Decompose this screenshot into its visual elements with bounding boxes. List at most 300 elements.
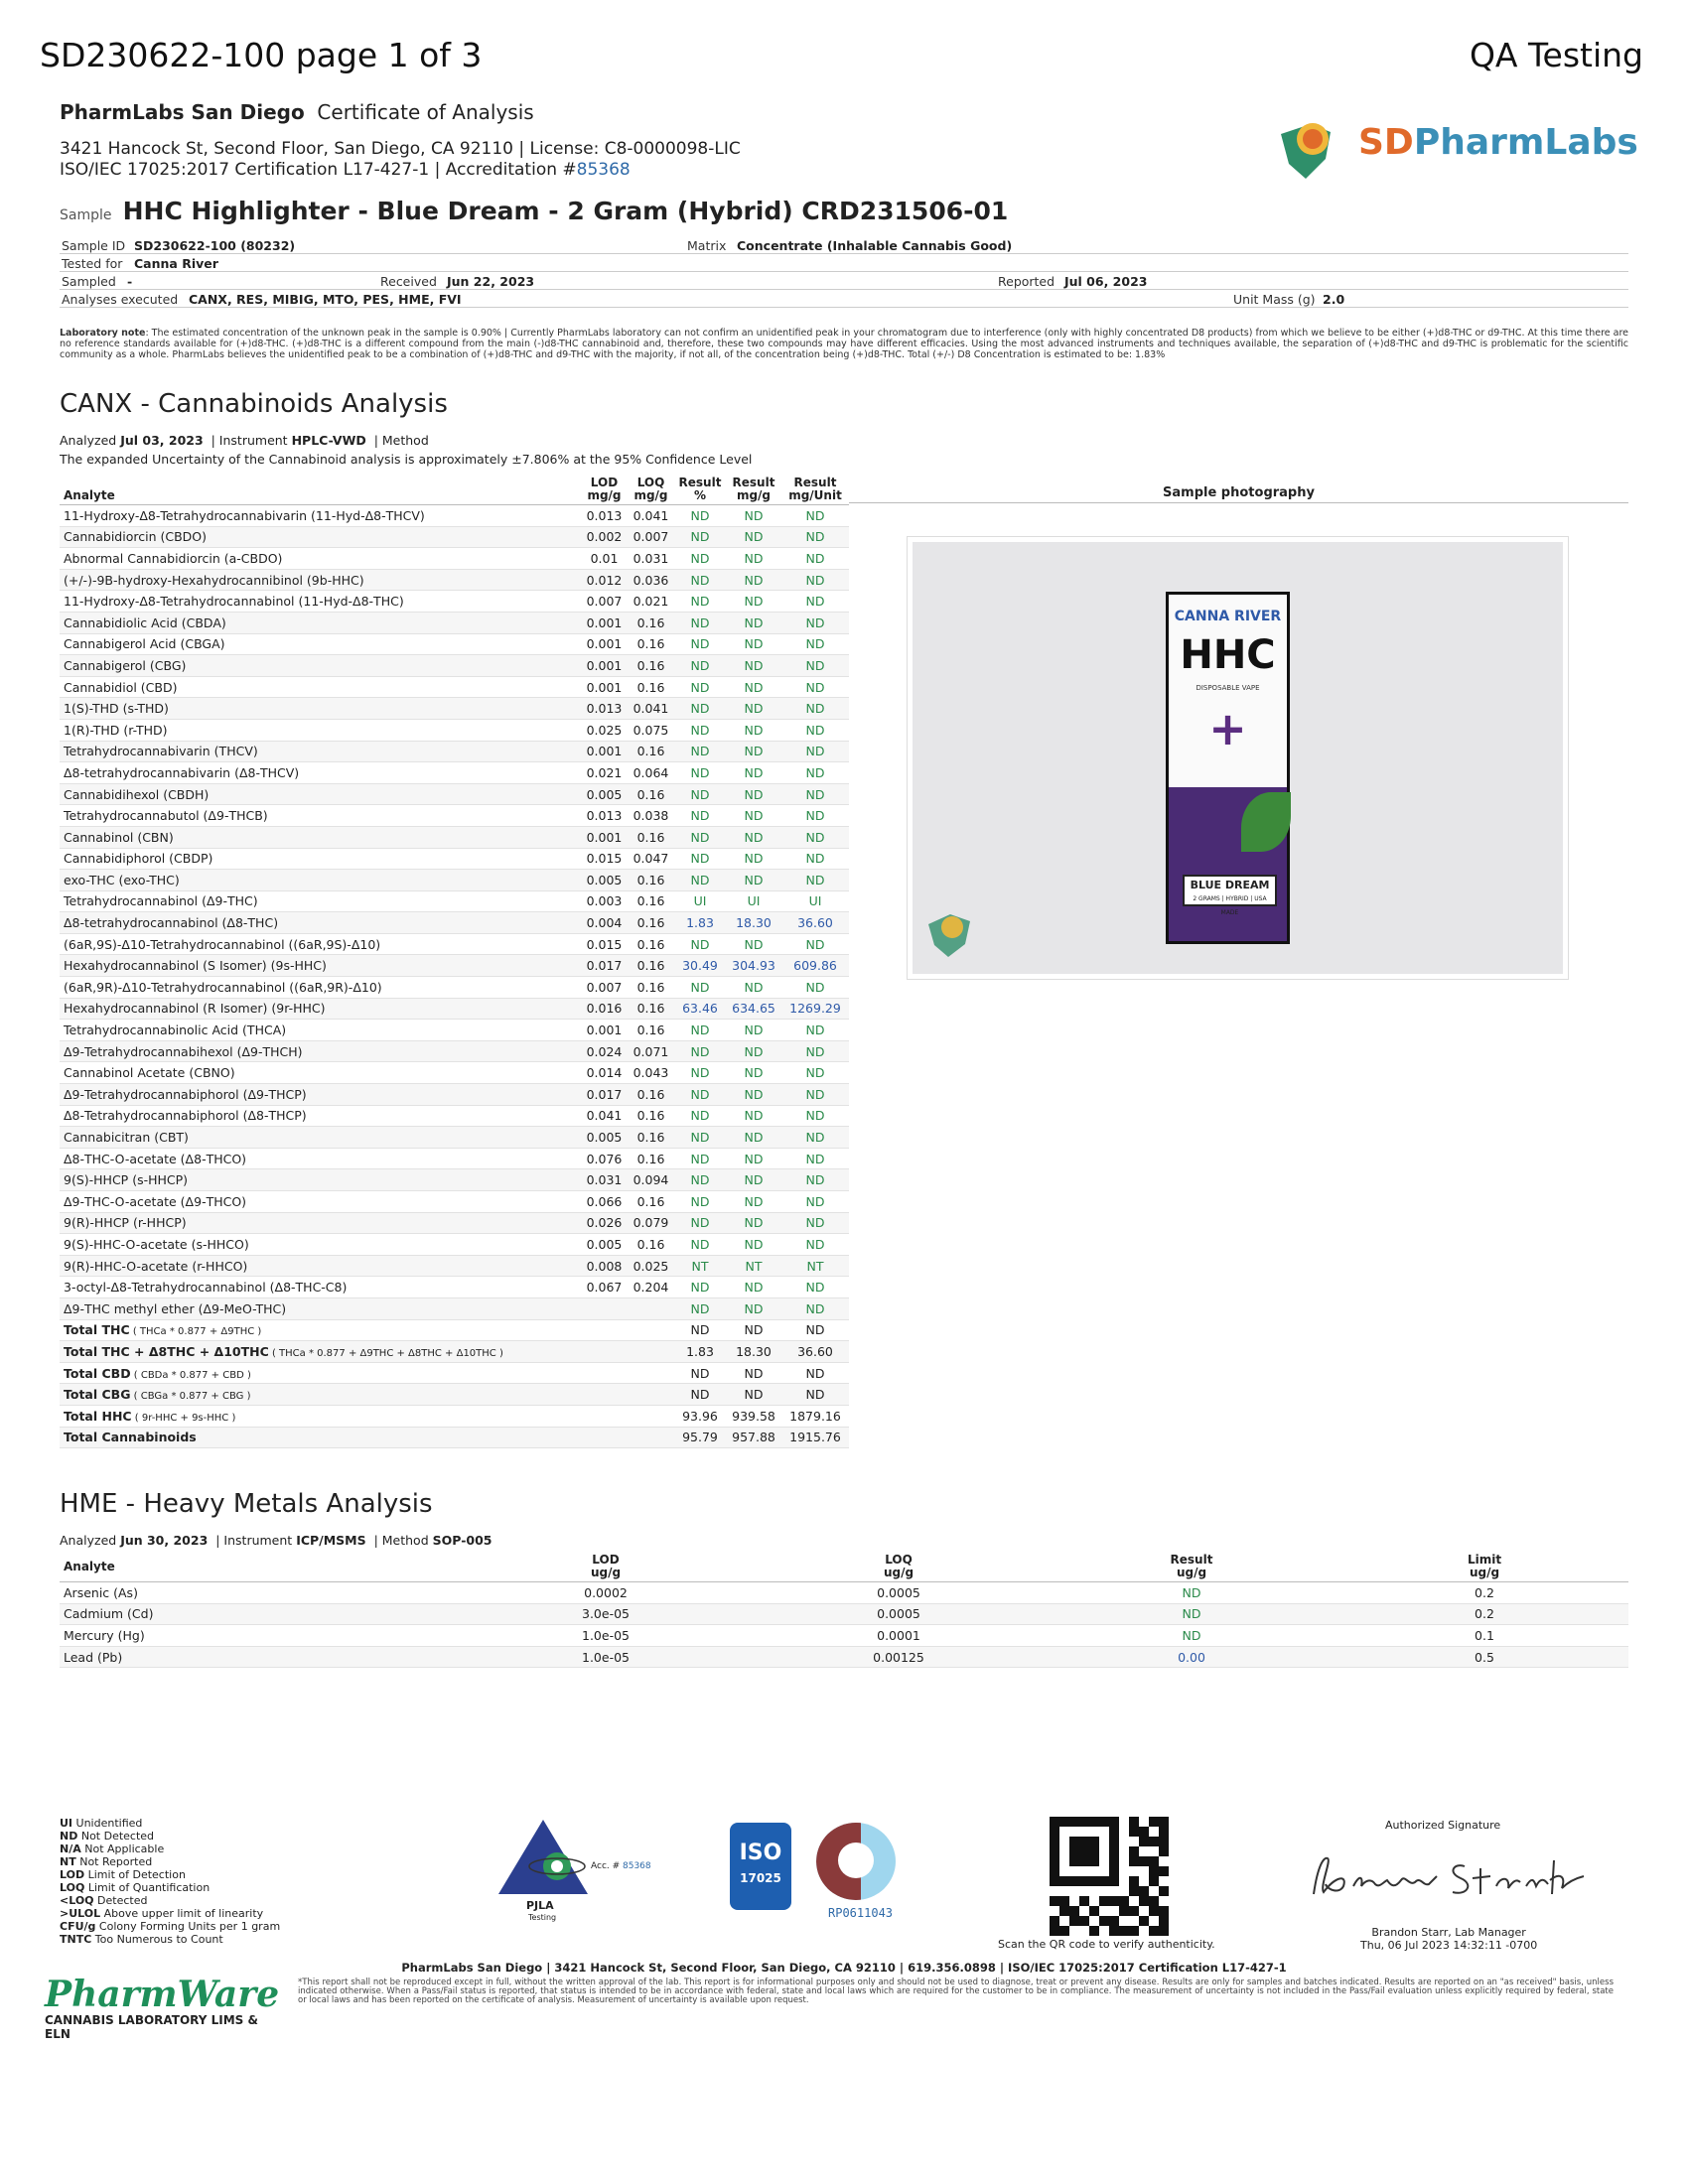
- cell-lod: 0.015: [581, 848, 628, 870]
- cell-loq: 0.16: [628, 1020, 674, 1041]
- cell-analyte: Cannabigerol Acid (CBGA): [60, 633, 581, 655]
- table-row: [60, 1169, 849, 1191]
- cell-result-mgg: ND: [726, 826, 781, 848]
- cell-lod: 0.001: [581, 1020, 628, 1041]
- cell-result-mgg: ND: [726, 569, 781, 591]
- cell-result-mgg: ND: [726, 1084, 781, 1106]
- pharmware-name: PharmWare: [45, 1974, 280, 2015]
- cell-total-value: ND: [674, 1319, 726, 1341]
- cell-result-mgunit: ND: [781, 783, 849, 805]
- table-row: [60, 955, 849, 977]
- table-row: [60, 719, 849, 741]
- cell-result-mgg: ND: [726, 633, 781, 655]
- col-result-mgg: Result mg/g: [726, 475, 781, 505]
- legend-item: ND Not Detected: [60, 1830, 155, 1843]
- cell-lod: 1.0e-05: [457, 1625, 755, 1647]
- cell-loq: 0.043: [628, 1062, 674, 1084]
- table-row: [60, 870, 849, 891]
- col-result-mgunit: Result mg/Unit: [781, 475, 849, 505]
- cell-result-pct: ND: [674, 826, 726, 848]
- cell-analyte: Cannabidiorcin (CBDO): [60, 526, 581, 548]
- cannabinoids-table: [60, 475, 849, 1448]
- legend-item: N/A Not Applicable: [60, 1843, 165, 1855]
- table-row: [60, 569, 849, 591]
- accreditation-link[interactable]: 85368: [576, 160, 631, 180]
- table-row: [60, 526, 849, 548]
- cell-loq: 0.007: [628, 526, 674, 548]
- cell-analyte: Cannabinol Acetate (CBNO): [60, 1062, 581, 1084]
- heavy-metals-table: [60, 1552, 1628, 1668]
- cell-analyte: Mercury (Hg): [60, 1625, 457, 1647]
- cell-result-mgunit: 1269.29: [781, 998, 849, 1020]
- analyses-executed: CANX, RES, MIBIG, MTO, PES, HME, FVI: [189, 292, 462, 307]
- sample-id: SD230622-100 (80232): [134, 238, 296, 253]
- cell-total-value: ND: [781, 1362, 849, 1384]
- cell-result-mgg: ND: [726, 1234, 781, 1256]
- cell-total-value: 1.83: [674, 1341, 726, 1363]
- cell-result-mgunit: ND: [781, 505, 849, 527]
- signature-image: [1306, 1846, 1594, 1906]
- cell-result-pct: ND: [674, 1105, 726, 1127]
- cell-lod: 0.076: [581, 1148, 628, 1169]
- table-row: [60, 676, 849, 698]
- cell-loq: 0.16: [628, 826, 674, 848]
- cell-analyte: Abnormal Cannabidiorcin (a-CBDO): [60, 548, 581, 570]
- cell-analyte: Cannabinol (CBN): [60, 826, 581, 848]
- cell-loq: 0.204: [628, 1277, 674, 1298]
- sd-pharmlabs-logo: [1271, 104, 1638, 184]
- cell-total-value: 36.60: [781, 1341, 849, 1363]
- cell-loq: 0.031: [628, 548, 674, 570]
- cell-loq: 0.16: [628, 1127, 674, 1149]
- laboratory-note: Laboratory note: The estimated concentration of the unknown peak in the sample is 0.90% | Currently PharmLabs laboratory can not confirm an unidentified peak in your chromatogram due to interference (only with highly concentrated D8 products) from which we believe to be either (+)d8-THC or d9-THC. At this time there are no reference standards available for (+)d8-THC. (+)d8-THC is a different compound from the main (-)d8-THC cannabinoid and, therefore, these two compounds may have different efficacies. Using the most advanced instruments and techniques available, the separation of (+)d8-THC and d9-THC is problematic for the scientific community as a whole. PharmLabs believes the unidentified peak to be a combination of (+)d8-THC and d9-THC with the majority, if not all, of the concentration being (+)d8-THC. Total (+/-) D8 Concentration is estimated to be: 1.83%: [60, 328, 1629, 360]
- cell-analyte: 3-octyl-Δ8-Tetrahydrocannabinol (Δ8-THC-C8): [60, 1277, 581, 1298]
- table-row: [60, 1105, 849, 1127]
- cell-lod: 0.003: [581, 890, 628, 912]
- cell-result-mgunit: ND: [781, 1062, 849, 1084]
- table-row: [60, 1603, 1628, 1625]
- cell-result-mgg: ND: [726, 1297, 781, 1319]
- cell-loq: 0.021: [628, 591, 674, 613]
- table-row: [60, 548, 849, 570]
- table-row: [60, 1255, 849, 1277]
- cell-result-pct: ND: [674, 612, 726, 633]
- col-result-pct: Result %: [674, 475, 726, 505]
- cell-lod: 0.005: [581, 1127, 628, 1149]
- dea-registration: RP0611043: [828, 1906, 894, 1920]
- cell-analyte: Hexahydrocannabinol (S Isomer) (9s-HHC): [60, 955, 581, 977]
- qr-code[interactable]: [1050, 1817, 1169, 1936]
- cell-lod: 0.031: [581, 1169, 628, 1191]
- col-lod: LOD mg/g: [581, 475, 628, 505]
- cell-analyte: 11-Hydroxy-Δ8-Tetrahydrocannabivarin (11-Hyd-Δ8-THCV): [60, 505, 581, 527]
- cell-result-mgg: ND: [726, 612, 781, 633]
- cell-lod: 0.017: [581, 1084, 628, 1106]
- cell-loq: 0.16: [628, 612, 674, 633]
- cell-loq: 0.16: [628, 633, 674, 655]
- table-row: [60, 933, 849, 955]
- cell-loq: 0.16: [628, 1105, 674, 1127]
- meta-row: Tested for Canna River: [60, 254, 1628, 272]
- cell-result-pct: ND: [674, 741, 726, 762]
- cell-result-mgunit: ND: [781, 569, 849, 591]
- sample-photo: [907, 536, 1569, 980]
- table-row: [60, 1084, 849, 1106]
- lab-address-block: [60, 139, 741, 181]
- flavor-label: BLUE DREAM 2 GRAMS | HYBRID | USA MADE: [1183, 875, 1277, 906]
- cell-analyte: Δ9-Tetrahydrocannabihexol (Δ9-THCH): [60, 1040, 581, 1062]
- cell-lod: 0.041: [581, 1105, 628, 1127]
- cell-loq: 0.0001: [755, 1625, 1043, 1647]
- cell-lod: 0.021: [581, 762, 628, 784]
- cell-lod: 0.001: [581, 676, 628, 698]
- cell-result-mgunit: ND: [781, 1105, 849, 1127]
- cell-limit: 0.2: [1340, 1603, 1628, 1625]
- cell-result-mgg: ND: [726, 505, 781, 527]
- footer-disclaimer: *This report shall not be reproduced except in full, without the written approval of the lab. This report is for informational purposes only and should not be used to diagnose, treat or prevent any disease. Results are only for samples and batches indicated. Results are reported on an "as received" basis, unless indicated otherwise. When a Pass/Fail status is reported, that status is intended to be in accordance with federal, state and local laws which are required for the customer to be in compliance. The measurement of uncertainty is not included in the Pass/Fail evaluation unless explicitly required by federal, state or local laws and has been reported on the certificate of analysis. Measurement of uncertainty is available upon request.: [298, 1978, 1614, 2005]
- cell-total-label: Total THC + Δ8THC + Δ10THC ( THCa * 0.877 + Δ9THC + Δ8THC + Δ10THC ): [60, 1341, 581, 1363]
- cell-lod: 0.001: [581, 612, 628, 633]
- cell-result: ND: [1043, 1582, 1340, 1604]
- cell-result-mgg: ND: [726, 655, 781, 677]
- cell-total-value: ND: [674, 1362, 726, 1384]
- legend-item: <LOQ Detected: [60, 1894, 148, 1907]
- table-row: [60, 741, 849, 762]
- cell-loq: 0.071: [628, 1040, 674, 1062]
- meta-row: Sampled - Received Jun 22, 2023 Reported Jul 06, 2023: [60, 272, 1628, 290]
- cell-total-label: Total THC ( THCa * 0.877 + Δ9THC ): [60, 1319, 581, 1341]
- cell-result-mgg: ND: [726, 783, 781, 805]
- cell-total-value: 93.96: [674, 1405, 726, 1427]
- table-row: [60, 912, 849, 934]
- cell-analyte: Hexahydrocannabinol (R Isomer) (9r-HHC): [60, 998, 581, 1020]
- cell-lod: 0.013: [581, 805, 628, 827]
- cell-analyte: Cannabigerol (CBG): [60, 655, 581, 677]
- cell-analyte: (+/-)-9B-hydroxy-Hexahydrocannibinol (9b-HHC): [60, 569, 581, 591]
- cell-result-mgunit: ND: [781, 719, 849, 741]
- document-id: SD230622-100 page 1 of 3: [40, 36, 483, 74]
- table-row: [60, 1040, 849, 1062]
- pjla-name: PJLA: [526, 1899, 554, 1912]
- package-subtitle: DISPOSABLE VAPE: [1196, 684, 1260, 692]
- cell-result-pct: ND: [674, 1212, 726, 1234]
- cell-loq: [628, 1297, 674, 1319]
- cell-lod: 0.014: [581, 1062, 628, 1084]
- table-row: [60, 1020, 849, 1041]
- cell-lod: 0.008: [581, 1255, 628, 1277]
- cell-result-mgunit: ND: [781, 1020, 849, 1041]
- legend-item: TNTC Too Numerous to Count: [60, 1933, 223, 1946]
- cell-analyte: Δ8-Tetrahydrocannabiphorol (Δ8-THCP): [60, 1105, 581, 1127]
- cell-result-mgg: ND: [726, 719, 781, 741]
- cell-lod: 0.005: [581, 1234, 628, 1256]
- pharmlabs-watermark-icon: [920, 899, 990, 959]
- cell-result-pct: ND: [674, 1169, 726, 1191]
- cell-lod: 0.001: [581, 826, 628, 848]
- col-result: Result ug/g: [1043, 1552, 1340, 1582]
- table-row: [60, 612, 849, 633]
- cell-result-mgg: ND: [726, 1148, 781, 1169]
- signer-info: Brandon Starr, Lab Manager Thu, 06 Jul 2023 14:32:11 -0700: [1360, 1926, 1538, 1952]
- meta-row: Analyses executed CANX, RES, MIBIG, MTO, PES, HME, FVI Unit Mass (g) 2.0: [60, 290, 1628, 308]
- cell-loq: 0.16: [628, 741, 674, 762]
- footer-address: PharmLabs San Diego | 3421 Hancock St, Second Floor, San Diego, CA 92110 | 619.356.0898 | ISO/IEC 17025:2017 Certification L17-427-1: [401, 1961, 1287, 1975]
- cell-loq: 0.16: [628, 998, 674, 1020]
- cell-result-mgg: ND: [726, 1191, 781, 1213]
- cell-loq: 0.16: [628, 783, 674, 805]
- cell-result-mgg: ND: [726, 870, 781, 891]
- pjla-acc-number: 85368: [623, 1861, 651, 1871]
- table-row: [60, 998, 849, 1020]
- cell-lod: 0.017: [581, 955, 628, 977]
- cell-total-value: ND: [726, 1384, 781, 1406]
- cell-loq: 0.064: [628, 762, 674, 784]
- table-header: [60, 475, 849, 505]
- cell-result-pct: ND: [674, 1084, 726, 1106]
- reported-date: Jul 06, 2023: [1064, 274, 1148, 289]
- cell-analyte: Cadmium (Cd): [60, 1603, 457, 1625]
- received-date: Jun 22, 2023: [447, 274, 535, 289]
- cell-loq: 0.16: [628, 676, 674, 698]
- handwritten-signature: [1306, 1846, 1594, 1916]
- cell-lod: 0.001: [581, 741, 628, 762]
- total-row: [60, 1341, 849, 1363]
- cell-lod: 0.013: [581, 505, 628, 527]
- cell-result-mgunit: ND: [781, 933, 849, 955]
- table-row: [60, 655, 849, 677]
- cell-result-mgunit: ND: [781, 1148, 849, 1169]
- cell-result-mgg: ND: [726, 933, 781, 955]
- cell-result-mgunit: UI: [781, 890, 849, 912]
- cell-result: ND: [1043, 1603, 1340, 1625]
- table-row: [60, 762, 849, 784]
- cell-result-pct: ND: [674, 1127, 726, 1149]
- cell-total-value: ND: [781, 1319, 849, 1341]
- cell-analyte: Tetrahydrocannabutol (Δ9-THCB): [60, 805, 581, 827]
- col-loq: LOQ ug/g: [755, 1552, 1043, 1582]
- cell-result-pct: ND: [674, 548, 726, 570]
- hme-analysis-info: Analyzed Jun 30, 2023 | Instrument ICP/MSMS | Method SOP-005: [60, 1533, 492, 1548]
- col-analyte: Analyte: [60, 1552, 457, 1582]
- pharmlabs-seal-icon: [1271, 104, 1360, 184]
- cell-result-mgunit: ND: [781, 1169, 849, 1191]
- cell-analyte: 9(S)-HHC-O-acetate (s-HHCO): [60, 1234, 581, 1256]
- cell-result-mgg: ND: [726, 1040, 781, 1062]
- table-row: [60, 1625, 1628, 1647]
- cell-result-mgunit: ND: [781, 526, 849, 548]
- cell-result-pct: 1.83: [674, 912, 726, 934]
- sample-label: Sample: [60, 207, 112, 223]
- cell-lod: 1.0e-05: [457, 1646, 755, 1668]
- cell-loq: 0.16: [628, 655, 674, 677]
- cell-result-mgunit: ND: [781, 548, 849, 570]
- cell-analyte: (6aR,9S)-Δ10-Tetrahydrocannabinol ((6aR,9S)-Δ10): [60, 933, 581, 955]
- total-row: [60, 1427, 849, 1448]
- cell-loq: 0.16: [628, 1191, 674, 1213]
- legend-item: UI Unidentified: [60, 1817, 143, 1830]
- lab-address: 3421 Hancock St, Second Floor, San Diego, CA 92110 | License: C8-0000098-LIC: [60, 139, 741, 159]
- cell-result-pct: ND: [674, 1191, 726, 1213]
- total-row: [60, 1319, 849, 1341]
- cell-result-mgunit: ND: [781, 1127, 849, 1149]
- cell-loq: 0.16: [628, 977, 674, 999]
- col-lod: LOD ug/g: [457, 1552, 755, 1582]
- cell-result-pct: 30.49: [674, 955, 726, 977]
- sample-name: HHC Highlighter - Blue Dream - 2 Gram (Hybrid) CRD231506-01: [122, 197, 1009, 225]
- cell-result-pct: ND: [674, 783, 726, 805]
- cell-total-label: Total CBG ( CBGa * 0.877 + CBG ): [60, 1384, 581, 1406]
- cell-result-pct: ND: [674, 933, 726, 955]
- cell-total-value: ND: [781, 1384, 849, 1406]
- cell-result-mgg: 304.93: [726, 955, 781, 977]
- cell-lod: 0.016: [581, 998, 628, 1020]
- cell-result-mgg: ND: [726, 805, 781, 827]
- cell-result-pct: ND: [674, 848, 726, 870]
- cell-result-pct: ND: [674, 655, 726, 677]
- cell-loq: 0.16: [628, 1148, 674, 1169]
- cell-result-mgunit: ND: [781, 612, 849, 633]
- table-row: [60, 591, 849, 613]
- cell-result-mgg: ND: [726, 1127, 781, 1149]
- cell-lod: 0.015: [581, 933, 628, 955]
- legend-item: NT Not Reported: [60, 1855, 153, 1868]
- cell-result-mgunit: ND: [781, 848, 849, 870]
- cell-result-mgg: ND: [726, 1020, 781, 1041]
- cell-result-mgg: ND: [726, 591, 781, 613]
- cell-lod: 3.0e-05: [457, 1603, 755, 1625]
- cell-result-mgunit: ND: [781, 1191, 849, 1213]
- meta-row: Sample ID SD230622-100 (80232) Matrix Concentrate (Inhalable Cannabis Good): [60, 236, 1628, 254]
- cell-result-mgg: ND: [726, 676, 781, 698]
- cell-loq: 0.16: [628, 912, 674, 934]
- cell-result-mgunit: ND: [781, 826, 849, 848]
- cell-lod: 0.024: [581, 1040, 628, 1062]
- cell-loq: 0.16: [628, 955, 674, 977]
- table-row: [60, 1646, 1628, 1668]
- cell-lod: 0.005: [581, 870, 628, 891]
- cell-total-value: ND: [726, 1362, 781, 1384]
- cell-lod: 0.004: [581, 912, 628, 934]
- qa-testing-label: QA Testing: [1469, 36, 1643, 74]
- canx-uncertainty: The expanded Uncertainty of the Cannabinoid analysis is approximately ±7.806% at the 95% Confidence Level: [60, 452, 753, 467]
- cell-analyte: Lead (Pb): [60, 1646, 457, 1668]
- table-row: [60, 1191, 849, 1213]
- table-row: [60, 1234, 849, 1256]
- product-package: [1166, 592, 1290, 944]
- cell-result-mgunit: ND: [781, 762, 849, 784]
- cell-result-mgg: ND: [726, 526, 781, 548]
- cell-total-value: ND: [726, 1319, 781, 1341]
- package-brand: CANNA RIVER: [1174, 609, 1282, 624]
- cell-result-mgunit: ND: [781, 676, 849, 698]
- cell-lod: 0.007: [581, 977, 628, 999]
- cell-limit: 0.2: [1340, 1582, 1628, 1604]
- total-row: [60, 1405, 849, 1427]
- pharmware-logo: [45, 1974, 280, 2043]
- cell-result-pct: ND: [674, 1234, 726, 1256]
- cell-result-mgunit: 36.60: [781, 912, 849, 934]
- cell-result-pct: ND: [674, 762, 726, 784]
- matrix: Concentrate (Inhalable Cannabis Good): [737, 238, 1013, 253]
- legend-item: CFU/g Colony Forming Units per 1 gram: [60, 1920, 281, 1933]
- canx-section-title: CANX - Cannabinoids Analysis: [60, 389, 448, 419]
- cell-loq: 0.16: [628, 1084, 674, 1106]
- cell-result-mgunit: ND: [781, 1212, 849, 1234]
- cell-total-value: 18.30: [726, 1341, 781, 1363]
- cell-lod: 0.0002: [457, 1582, 755, 1604]
- cell-result-mgg: ND: [726, 1212, 781, 1234]
- cell-total-value: 957.88: [726, 1427, 781, 1448]
- cell-result-mgunit: ND: [781, 698, 849, 720]
- table-row: [60, 890, 849, 912]
- cell-analyte: exo-THC (exo-THC): [60, 870, 581, 891]
- cell-total-value: ND: [674, 1384, 726, 1406]
- cell-result-pct: ND: [674, 633, 726, 655]
- cell-result-pct: ND: [674, 569, 726, 591]
- lab-certification: ISO/IEC 17025:2017 Certification L17-427-1 | Accreditation #85368: [60, 160, 631, 180]
- cell-loq: 0.041: [628, 505, 674, 527]
- cell-loq: 0.075: [628, 719, 674, 741]
- cell-analyte: 1(R)-THD (r-THD): [60, 719, 581, 741]
- cell-total-value: 1915.76: [781, 1427, 849, 1448]
- col-loq: LOQ mg/g: [628, 475, 674, 505]
- legend-item: LOD Limit of Detection: [60, 1868, 186, 1881]
- cell-result-pct: ND: [674, 1020, 726, 1041]
- cell-lod: 0.01: [581, 548, 628, 570]
- cell-lod: 0.007: [581, 591, 628, 613]
- cell-lod: 0.013: [581, 698, 628, 720]
- table-row: [60, 805, 849, 827]
- sample-photography-header: Sample photography: [849, 475, 1628, 503]
- table-row: [60, 698, 849, 720]
- cell-result-pct: UI: [674, 890, 726, 912]
- qr-code-icon: [1050, 1817, 1169, 1936]
- cell-result-pct: ND: [674, 1297, 726, 1319]
- cell-result-pct: ND: [674, 870, 726, 891]
- cell-analyte: 11-Hydroxy-Δ8-Tetrahydrocannabinol (11-Hyd-Δ8-THC): [60, 591, 581, 613]
- cell-loq: 0.16: [628, 870, 674, 891]
- package-product: HHC: [1180, 632, 1276, 678]
- cell-result-pct: ND: [674, 526, 726, 548]
- cell-limit: 0.5: [1340, 1646, 1628, 1668]
- cell-analyte: Δ9-THC-O-acetate (Δ9-THCO): [60, 1191, 581, 1213]
- cell-analyte: Cannabicitran (CBT): [60, 1127, 581, 1149]
- unit-mass: 2.0: [1323, 292, 1345, 307]
- total-row: [60, 1384, 849, 1406]
- cell-result-mgg: ND: [726, 1277, 781, 1298]
- cell-total-label: Total Cannabinoids: [60, 1427, 581, 1448]
- cell-result-pct: ND: [674, 719, 726, 741]
- cell-lod: 0.067: [581, 1277, 628, 1298]
- cell-lod: 0.025: [581, 719, 628, 741]
- cell-analyte: Δ8-THC-O-acetate (Δ8-THCO): [60, 1148, 581, 1169]
- pharmware-tagline: CANNABIS LABORATORY LIMS & ELN: [45, 2013, 258, 2041]
- cell-result-pct: ND: [674, 591, 726, 613]
- cell-loq: 0.0005: [755, 1603, 1043, 1625]
- plus-icon: +: [1208, 702, 1247, 755]
- cell-loq: 0.079: [628, 1212, 674, 1234]
- cell-analyte: Δ9-THC methyl ether (Δ9-MeO-THC): [60, 1297, 581, 1319]
- col-limit: Limit ug/g: [1340, 1552, 1628, 1582]
- cell-result-mgunit: ND: [781, 805, 849, 827]
- sampled: -: [127, 274, 133, 289]
- cell-loq: 0.041: [628, 698, 674, 720]
- cell-result-mgunit: ND: [781, 870, 849, 891]
- cell-result-mgunit: ND: [781, 1040, 849, 1062]
- cell-loq: 0.16: [628, 933, 674, 955]
- cell-loq: 0.038: [628, 805, 674, 827]
- cell-result-mgunit: ND: [781, 633, 849, 655]
